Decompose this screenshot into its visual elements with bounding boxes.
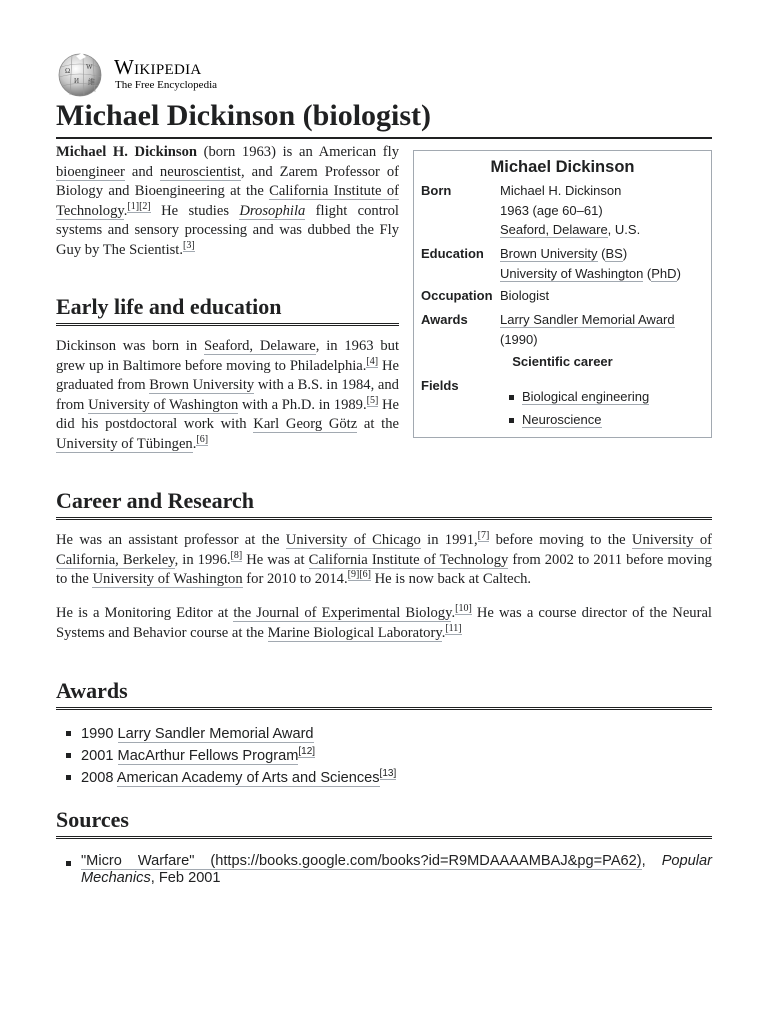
link-award-macarthur[interactable]: MacArthur Fellows Program bbox=[117, 748, 299, 764]
link-neuroscientist[interactable]: neuroscientist bbox=[159, 163, 241, 180]
link-uc-berkeley[interactable]: University of California, Berkeley bbox=[56, 532, 712, 568]
wikipedia-logo[interactable] bbox=[56, 53, 286, 97]
wikipedia-tagline: The Free Encyclopedia bbox=[115, 79, 218, 91]
early-life-paragraph: Dickinson was born in Seaford, Delaware, in 1963 but grew up in Baltimore before moving to Philadelphia.[4] He graduated from Brown University with a B.S. in 1984, and from University of Washington with a Ph.D. in 1989.[5] He did his postdoctoral work with Karl Georg Götz at the University of Tübingen.[6] bbox=[56, 338, 400, 452]
ref-11[interactable]: [11] bbox=[445, 622, 462, 634]
link-micro-warfare-source[interactable]: "Micro Warfare" (https://books.google.com/books?id=R9MDAAAAMBAJ&pg=PA62) bbox=[81, 853, 642, 869]
wikipedia-globe-icon bbox=[56, 53, 104, 97]
link-karl-georg-gotz[interactable]: Karl Georg Götz bbox=[253, 416, 358, 433]
heading-early-life: Early life and education bbox=[56, 293, 399, 326]
infobox-education-value: Brown University (BS) University of Washington (PhD) bbox=[500, 246, 681, 281]
heading-career: Career and Research bbox=[56, 487, 712, 520]
lead-paragraph: Michael H. Dickinson (born 1963) is an American fly bioengineer and neuroscientist, and Zarem Professor of Biology and Bioengineering at the California Institute of Technology.[1][2] He studies Drosophila flight control systems and sensory processing and was dubbed the Fly Guy by The Scientist.[3] bbox=[56, 144, 399, 258]
ref-1[interactable]: [1] bbox=[127, 200, 140, 212]
link-caltech[interactable]: California Institute of Technology bbox=[56, 183, 399, 219]
ref-9[interactable]: [9] bbox=[347, 569, 360, 581]
list-item: 1990 Larry Sandler Memorial Award bbox=[66, 723, 712, 745]
heading-sources: Sources bbox=[56, 806, 712, 839]
list-item: "Micro Warfare" (https://books.google.com/books?id=R9MDAAAAMBAJ&pg=PA62), Popular Mechanics, Feb 2001 bbox=[66, 853, 712, 887]
infobox-link-seaford[interactable]: Seaford, Delaware bbox=[500, 222, 608, 237]
infobox-awards-label: Awards bbox=[421, 312, 468, 327]
link-uw-career[interactable]: University of Washington bbox=[92, 571, 243, 588]
infobox-link-bs[interactable]: BS bbox=[605, 246, 623, 261]
ref-3[interactable]: [3] bbox=[183, 240, 195, 252]
link-marine-biological-laboratory[interactable]: Marine Biological Laboratory bbox=[267, 624, 442, 641]
infobox-link-phd[interactable]: PhD bbox=[651, 265, 677, 281]
infobox-link-sandler-award[interactable]: Larry Sandler Memorial Award bbox=[500, 312, 675, 327]
link-award-sandler[interactable]: Larry Sandler Memorial Award bbox=[117, 726, 314, 742]
svg-text:И: И bbox=[74, 77, 80, 85]
infobox-born-value: Michael H. Dickinson 1963 (age 60–61) Seaford, Delaware, U.S. bbox=[500, 183, 641, 237]
subject-name: Michael H. Dickinson bbox=[56, 144, 197, 160]
link-bioengineer[interactable]: bioengineer bbox=[56, 163, 125, 180]
ref-12[interactable]: [12] bbox=[298, 746, 316, 758]
ref-10[interactable]: [10] bbox=[455, 603, 472, 615]
svg-text:Ω: Ω bbox=[65, 67, 71, 75]
link-seaford[interactable]: Seaford, Delaware bbox=[204, 338, 316, 354]
infobox bbox=[413, 150, 712, 438]
link-university-of-tubingen[interactable]: University of Tübingen bbox=[56, 435, 193, 452]
page-title: Michael Dickinson (biologist) bbox=[56, 97, 712, 139]
infobox-link-uw[interactable]: University of Washington bbox=[500, 265, 644, 281]
infobox-field-item bbox=[508, 385, 649, 408]
link-award-american-academy[interactable]: American Academy of Arts and Sciences bbox=[116, 770, 380, 786]
heading-awards: Awards bbox=[56, 677, 712, 710]
link-drosophila[interactable]: Drosophila bbox=[239, 202, 306, 219]
infobox-occupation-value: Biologist bbox=[500, 288, 550, 303]
infobox-born-label: Born bbox=[421, 183, 452, 198]
infobox-occupation-label: Occupation bbox=[421, 288, 493, 303]
infobox-title: Michael Dickinson bbox=[490, 158, 635, 176]
source-publication: Popular Mechanics bbox=[81, 853, 712, 886]
ref-2[interactable]: [2] bbox=[139, 200, 151, 212]
ref-7[interactable]: [7] bbox=[477, 530, 490, 542]
link-university-of-washington[interactable]: University of Washington bbox=[88, 396, 239, 413]
link-caltech-career[interactable]: California Institute of Technology bbox=[308, 551, 509, 568]
infobox-link-biological-engineering[interactable]: Biological engineering bbox=[522, 389, 650, 404]
infobox-fields-list bbox=[508, 385, 649, 431]
infobox-link-neuroscience[interactable]: Neuroscience bbox=[522, 412, 602, 427]
link-brown-university[interactable]: Brown University bbox=[149, 377, 255, 394]
list-item: 2008 American Academy of Arts and Sciences[13] bbox=[66, 767, 712, 789]
awards-list bbox=[66, 723, 712, 789]
ref-6[interactable]: [6] bbox=[196, 434, 209, 446]
infobox-field-item bbox=[508, 408, 649, 431]
svg-text:維: 維 bbox=[88, 78, 95, 86]
infobox-link-brown[interactable]: Brown University bbox=[500, 246, 598, 261]
list-item: 2001 MacArthur Fellows Program[12] bbox=[66, 745, 712, 767]
ref-8[interactable]: [8] bbox=[230, 549, 243, 561]
infobox-awards-value: Larry Sandler Memorial Award (1990) bbox=[500, 312, 675, 347]
link-university-of-chicago[interactable]: University of Chicago bbox=[285, 532, 421, 548]
infobox-fields-label: Fields bbox=[421, 378, 459, 393]
career-paragraph-2: He is a Monitoring Editor at the Journal of Experimental Biology.[10] He was a course director of the Neural Systems and Behavior course at the Marine Biological Laboratory.[11] bbox=[56, 603, 712, 641]
ref-4[interactable]: [4] bbox=[366, 355, 379, 367]
infobox-education-label: Education bbox=[421, 246, 484, 261]
ref-5[interactable]: [5] bbox=[366, 394, 379, 406]
ref-13[interactable]: [13] bbox=[379, 768, 397, 780]
career-paragraph-1: He was an assistant professor at the University of Chicago in 1991,[7] before moving to the University of California, Berkeley, in 1996.[8] He was at California Institute of Technology from 2002 to 2011 before moving to the University of Washington for 2010 to 2014.[9][6] He is now back at Caltech. bbox=[56, 530, 712, 588]
sources-list bbox=[66, 853, 712, 887]
ref-6-career[interactable]: [6] bbox=[359, 569, 371, 581]
wikipedia-wordmark: Wikipedia bbox=[114, 55, 202, 79]
infobox-scientific-career-header: Scientific career bbox=[512, 354, 613, 369]
link-journal-experimental-biology[interactable]: the Journal of Experimental Biology bbox=[233, 605, 452, 621]
svg-text:W: W bbox=[86, 63, 93, 71]
